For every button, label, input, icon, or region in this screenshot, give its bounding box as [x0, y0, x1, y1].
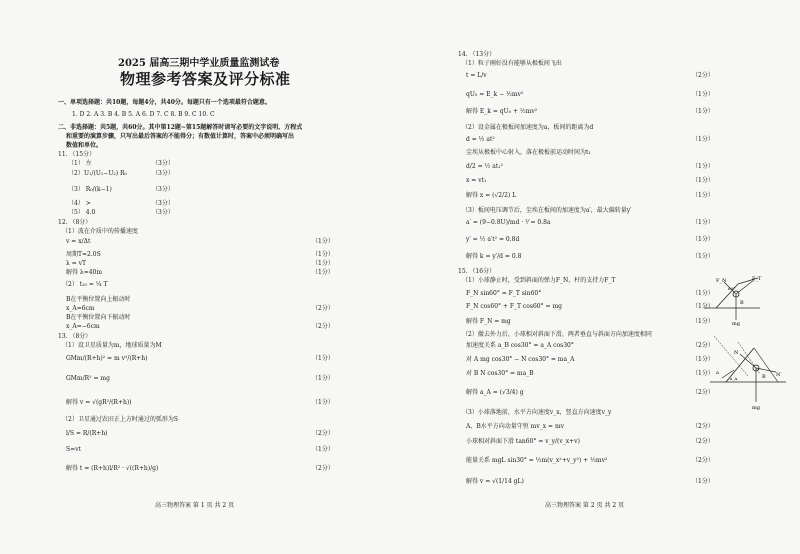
- q12-velocity-formula: v = x/Δt: [66, 238, 91, 245]
- q14-x-score: （1分）: [692, 177, 714, 184]
- q13-surface-score: （1分）: [312, 375, 334, 382]
- q12-xa-negative: x_A=−6cm: [66, 323, 100, 330]
- q14-energy-formula: qU₀ = E_k − ½mv²: [466, 91, 524, 98]
- q13-distance-formula: S=vt: [66, 446, 81, 453]
- q15-momentum-formula: A、B水平方向动量守恒 mv_x = mv: [466, 423, 565, 430]
- page-footer: 高三物理答案 第 2 页 共 2 页: [545, 502, 625, 509]
- q15-b-equation-score: （1分）: [692, 370, 714, 377]
- q15-answer-1: 解得 F_N = mg: [466, 318, 511, 325]
- q13-answer-1: 解得 v = √(gR²/(R+h)): [66, 399, 132, 406]
- section-2-heading-line3: 数值和单位。: [66, 142, 103, 149]
- q15-horizontal-formula: F_N sin60° = F_T sin60°: [466, 290, 542, 297]
- q12-part1: （1）波在介质中的传播速度: [62, 228, 138, 235]
- q12-wavelength-score: （1分）: [312, 260, 334, 267]
- q15-energy-score: （2分）: [692, 457, 714, 464]
- q13-part2: （2）卫星通过农田正上方时通过的弧形为S: [62, 416, 178, 423]
- mg-label: mg: [752, 405, 760, 410]
- q15-a-equation-score: （1分）: [692, 356, 714, 363]
- fn-label: F_N: [716, 278, 727, 284]
- n-label: N: [734, 350, 739, 356]
- q14-distance-score: （1分）: [692, 136, 714, 143]
- q15-heading: 15. （16分）: [458, 268, 496, 275]
- q12-xa-negative-score: （2分）: [312, 323, 334, 330]
- q14-answer-2-score: （1分）: [692, 192, 714, 199]
- q13-arc-formula: l/S = R/(R+h): [66, 430, 108, 437]
- n-prime-arrow: [756, 368, 776, 372]
- q13-distance-score: （1分）: [312, 446, 334, 453]
- q12-period: 周期T=2.0S: [66, 251, 101, 258]
- q11-part3: （3） R₀/(k−1): [68, 186, 112, 193]
- n-prime-label: N′: [776, 372, 782, 378]
- q11-part1-score: （3分）: [152, 160, 174, 167]
- q13-answer-2-score: （2分）: [312, 465, 334, 472]
- q14-heading: 14. （13分）: [458, 51, 496, 58]
- q12-xa-positive: x_A=6cm: [66, 305, 95, 312]
- section-2-heading-line1: 二、非选择题：共5题，共60分。其中第12题~第15题解答时请写必要的文字说明、方程式: [58, 124, 303, 131]
- mg-label: mg: [732, 321, 740, 326]
- n-arrow: [740, 354, 756, 368]
- q14-energy-score: （1分）: [692, 91, 714, 98]
- q11-part3-score: （3分）: [152, 186, 174, 193]
- q12-answer-score: （1分）: [312, 269, 334, 276]
- q15-answer-3: 解得 v = √(1/14 gL): [466, 478, 524, 485]
- guide-line-2: [738, 342, 760, 374]
- q14-answer-1: 解得 E_k = qU₀ + ½mv²: [466, 108, 538, 115]
- ft-label: F_T: [752, 276, 762, 282]
- guide-line: [714, 336, 748, 376]
- section-2-heading-line2: 和重要的演算步骤，只写出最后答案的不能得分；有数值计算时，答案中必须明确写出: [66, 133, 295, 140]
- q14-answer-3: 解得 k = y′/d = 0.8: [466, 253, 522, 260]
- q15-accel-relation: 加速度关系 a_B cos30° = a_A cos30°: [466, 342, 574, 349]
- q12-case-up: B在平衡位置向上振动时: [66, 296, 131, 303]
- page-footer: 高三物理答案 第 1 页 共 2 页: [155, 502, 235, 509]
- q14-time-formula: t = L/v: [466, 72, 487, 79]
- q14-accel-score: （1分）: [692, 219, 714, 226]
- q12-xa-positive-score: （2分）: [312, 305, 334, 312]
- q15-slide-formula: 小球相对斜面下滑 tan60° = v_y/(v_x+v): [466, 438, 580, 445]
- q12-wavelength-formula: λ = vT: [66, 260, 87, 267]
- q13-answer-1-score: （1分）: [312, 399, 334, 406]
- q11-part2-score: （3分）: [152, 170, 174, 177]
- q11-part5-score: （3分）: [152, 209, 174, 216]
- q15-answer-3-score: （1分）: [692, 478, 714, 485]
- q14-deflection-score: （1分）: [692, 236, 714, 243]
- q15-answer-1-score: （1分）: [692, 318, 714, 325]
- q12-case-down: B在平衡位置向下振动时: [66, 314, 131, 321]
- q14-answer-1-score: （1分）: [692, 108, 714, 115]
- q14-answer-2: 解得 x = (√2/2) L: [466, 192, 517, 199]
- q11-part1: （1） 左: [68, 160, 92, 167]
- q13-heading: 13. （8分）: [58, 333, 92, 340]
- q15-part1: （1）小球静止时，受到斜面的弹力F_N，杆的支持力F_T: [462, 277, 616, 284]
- q12-answer: 解得 λ=40m: [66, 269, 103, 276]
- q14-accel-formula: a′ = (9−0.8U)/md · ⅟ = 0.8a: [466, 219, 551, 226]
- q15-slide-score: （2分）: [692, 438, 714, 445]
- q11-part4-score: （3分）: [152, 200, 174, 207]
- q11-part2-formula: U₁/(U₁−U₂) R₀: [84, 170, 127, 177]
- q14-part3: （3）板间电压调节后，尘埃在板间的加速度为a′，最大偏转量y′: [462, 207, 632, 214]
- q15-momentum-score: （2分）: [692, 423, 714, 430]
- q15-part3: （3）小球落地前，水平方向速度v_x，竖直方向速度v_y: [462, 409, 612, 416]
- q15-energy-formula: 能量关系 mgL sin30° = ½m(v_x²+v_y²) + ½mv²: [466, 457, 608, 464]
- q14-x-formula: x = vt₁: [466, 177, 487, 184]
- q15-part2: （2）撤去外力后，小球相对斜面下滑，两者垂直与斜面方向加速度相同: [462, 331, 652, 338]
- aa-label: a_A: [730, 376, 738, 381]
- q14-answer-3-score: （1分）: [692, 253, 714, 260]
- angle-label: 60°: [728, 286, 736, 291]
- b-label: B: [762, 374, 766, 380]
- q14-part1: （1）粒子刚好没有能够从极板间飞出: [462, 60, 562, 67]
- q15-horizontal-score: （1分）: [692, 290, 714, 297]
- a-label: a: [716, 370, 719, 376]
- q15-vertical-formula: F_N cos60° + F_T cos60° = mg: [466, 303, 562, 310]
- q14-half-distance-score: （1分）: [692, 163, 714, 170]
- q13-gravity-score: （1分）: [312, 355, 334, 362]
- acceleration-diagram: [708, 334, 788, 410]
- q13-answer-2: 解得 t = (R+h)l/R² · √((R+h)/g): [66, 465, 159, 472]
- q13-surface-formula: GMm/R² = mg: [66, 375, 110, 382]
- q15-a-equation: 对 A mg cos30° − N cos30° = ma_A: [466, 356, 575, 363]
- q13-gravity-formula: GMm/(R+h)² = m v²/(R+h): [66, 355, 148, 362]
- q15-vertical-score: （1分）: [692, 303, 714, 310]
- page-subtitle: 物理参考答案及评分标准: [120, 70, 291, 88]
- q14-deflection-formula: y′ = ½ a′t² = 0.8d: [466, 236, 520, 243]
- q15-b-equation: 对 B N cos30° = ma_B: [466, 370, 534, 377]
- q11-heading: 11. （15分）: [58, 151, 96, 158]
- q13-arc-score: （2分）: [312, 430, 334, 437]
- q13-part1: （1）设卫星质量为m，地球质量为M: [62, 342, 162, 349]
- q11-part2-label: （2）: [68, 170, 84, 177]
- q11-part5: （5） 4.0: [68, 209, 96, 216]
- q12-heading: 12. （8分）: [58, 219, 92, 226]
- q12-part2: （2） t₂₀ = ¼ T: [62, 281, 108, 288]
- section-1-heading: 一、单项选择题：共10题，每题4分，共40分。每题只有一个选项最符合题意。: [58, 99, 271, 106]
- q14-half-distance-formula: d/2 = ½ at₁²: [466, 163, 504, 170]
- b-label: B: [740, 300, 744, 306]
- q14-part2-note: 尘埃从极板中心射入，落在极板前运动时间为t₁: [466, 149, 591, 156]
- exam-title: 2025 届高三期中学业质量监测试卷: [118, 58, 280, 69]
- q14-distance-formula: d = ½ at²: [466, 136, 495, 143]
- force-diagram: [702, 274, 762, 326]
- q11-part4: （4） >: [68, 200, 91, 207]
- q14-time-score: （2分）: [692, 72, 714, 79]
- answer-page-2: [400, 0, 800, 554]
- q15-answer-2-score: （2分）: [692, 389, 714, 396]
- q14-part2: （2）设金属在极板间加速度为a，板间的距离为d: [462, 124, 594, 131]
- q15-answer-2: 解得 a_A = (√3/4) g: [466, 389, 524, 396]
- section-1-answers: 1. D 2. A 3. B 4. B 5. A 6. D 7. C 8. B 9. C 10. C: [72, 111, 215, 118]
- q15-accel-relation-score: （2分）: [692, 342, 714, 349]
- q12-velocity-score: （1分）: [312, 238, 334, 245]
- q12-period-score: （1分）: [312, 251, 334, 258]
